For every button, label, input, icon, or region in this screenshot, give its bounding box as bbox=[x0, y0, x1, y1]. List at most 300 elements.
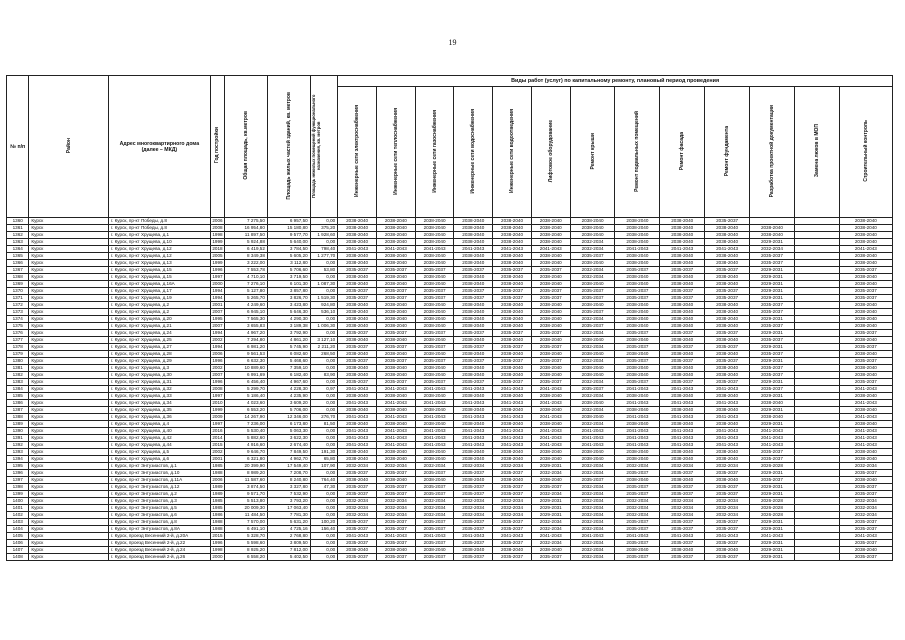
cell-work-period: 2035-2037 bbox=[570, 323, 615, 330]
cell-work-period: 2038-2040 bbox=[660, 323, 705, 330]
cell-work-period: 2038-2040 bbox=[454, 372, 493, 379]
cell-work-period: 2032-2034 bbox=[531, 526, 570, 533]
cell-address: г. Курск, пр-кт Хрущева, д.6 bbox=[108, 456, 210, 463]
cell-work-period bbox=[794, 442, 839, 449]
cell-work-period: 2038-2040 bbox=[493, 393, 532, 400]
cell-work-period: 2035-2037 bbox=[454, 295, 493, 302]
table-row bbox=[7, 218, 893, 225]
cell-work-period: 2035-2037 bbox=[750, 253, 795, 260]
cell-work-period: 2038-2040 bbox=[338, 407, 377, 414]
cell-rayon: Курск bbox=[29, 239, 109, 246]
cell-work-period: 2041-2043 bbox=[493, 400, 532, 407]
cell-work-period: 2038-2040 bbox=[454, 456, 493, 463]
header-total-area: Общая площадь, кв.метров bbox=[225, 76, 268, 218]
cell-work-period: 2038-2040 bbox=[615, 449, 660, 456]
cell-living-area: 6 101,30 bbox=[267, 281, 310, 288]
cell-work-period: 2038-2040 bbox=[839, 477, 892, 484]
cell-work-period: 2041-2043 bbox=[615, 435, 660, 442]
cell-work-period: 2038-2040 bbox=[415, 281, 454, 288]
cell-address: г. Курск, пр-кт Энтузиастов, д.6 bbox=[108, 512, 210, 519]
cell-work-period: 2038-2040 bbox=[570, 218, 615, 225]
cell-work-period: 2038-2040 bbox=[531, 253, 570, 260]
cell-address: г. Курск, пр-кт Хрущева, д.34 bbox=[108, 400, 210, 407]
table-row bbox=[7, 393, 893, 400]
cell-work-period bbox=[794, 491, 839, 498]
cell-work-period: 2035-2037 bbox=[493, 267, 532, 274]
cell-address: г. Курск, пр-кт Хрущева, д.31 bbox=[108, 379, 210, 386]
cell-year: 1986 bbox=[210, 512, 224, 519]
cell-year: 1997 bbox=[210, 274, 224, 281]
cell-work-period: 2038-2040 bbox=[454, 218, 493, 225]
cell-work-period: 2041-2043 bbox=[839, 442, 892, 449]
cell-work-period: 2038-2040 bbox=[705, 421, 750, 428]
cell-work-period: 2038-2040 bbox=[570, 351, 615, 358]
cell-address: г. Курск, пр-кт Хрущева, д.12 bbox=[108, 246, 210, 253]
cell-work-period: 2041-2043 bbox=[705, 428, 750, 435]
cell-work-period: 2035-2037 bbox=[493, 295, 532, 302]
cell-work-period: 2038-2040 bbox=[454, 225, 493, 232]
cell-year: 1988 bbox=[210, 470, 224, 477]
cell-work-period: 2035-2037 bbox=[493, 526, 532, 533]
cell-work-period: 2041-2043 bbox=[493, 246, 532, 253]
cell-rayon: Курск bbox=[29, 449, 109, 456]
cell-work-period: 2038-2040 bbox=[493, 239, 532, 246]
cell-address: г. Курск, пр-кт Хрущева, д.4 bbox=[108, 421, 210, 428]
cell-work-period: 2032-2034 bbox=[660, 498, 705, 505]
cell-year: 1985 bbox=[210, 463, 224, 470]
cell-living-area: 2 674,40 bbox=[267, 442, 310, 449]
cell-work-period: 2038-2040 bbox=[415, 309, 454, 316]
table-row bbox=[7, 281, 893, 288]
cell-living-area: 3 423,80 bbox=[267, 302, 310, 309]
cell-work-period: 2035-2037 bbox=[660, 519, 705, 526]
cell-work-period: 2035-2037 bbox=[531, 358, 570, 365]
cell-work-period: 2038-2040 bbox=[493, 316, 532, 323]
cell-work-period: 2032-2034 bbox=[570, 512, 615, 519]
cell-rayon: Курск bbox=[29, 533, 109, 540]
cell-rayon: Курск bbox=[29, 421, 109, 428]
cell-work-period: 2041-2043 bbox=[493, 428, 532, 435]
cell-address: г. Курск, пр-кт Хрущева, д.28 bbox=[108, 351, 210, 358]
cell-work-period: 2029-2031 bbox=[750, 540, 795, 547]
cell-work-period: 2035-2037 bbox=[750, 351, 795, 358]
cell-work-period: 2038-2040 bbox=[531, 323, 570, 330]
cell-work-period: 2032-2034 bbox=[415, 463, 454, 470]
cell-work-period: 2035-2037 bbox=[705, 526, 750, 533]
cell-work-period: 2038-2040 bbox=[660, 302, 705, 309]
cell-work-period: 2038-2040 bbox=[615, 456, 660, 463]
cell-work-period: 2038-2040 bbox=[415, 372, 454, 379]
cell-work-period: 2032-2034 bbox=[615, 512, 660, 519]
cell-work-period: 2038-2040 bbox=[376, 232, 415, 239]
cell-work-period: 2035-2037 bbox=[454, 484, 493, 491]
cell-work-period: 2029-2031 bbox=[750, 295, 795, 302]
cell-nonliving-area: 83,90 bbox=[310, 372, 338, 379]
cell-work-period: 2038-2040 bbox=[660, 337, 705, 344]
cell-work-period bbox=[794, 554, 839, 561]
cell-work-period bbox=[750, 218, 795, 225]
cell-work-period: 2038-2040 bbox=[705, 302, 750, 309]
cell-total-area: 7 236,00 bbox=[225, 421, 268, 428]
cell-work-period bbox=[794, 239, 839, 246]
cell-work-period: 2041-2043 bbox=[454, 414, 493, 421]
cell-row-number: 1375 bbox=[7, 323, 29, 330]
cell-work-period: 2041-2043 bbox=[750, 442, 795, 449]
cell-work-period bbox=[794, 351, 839, 358]
cell-total-area: 6 981,20 bbox=[225, 344, 268, 351]
cell-total-area: 7 275,50 bbox=[225, 218, 268, 225]
cell-work-period bbox=[794, 540, 839, 547]
cell-nonliving-area: 375,20 bbox=[310, 225, 338, 232]
cell-work-period bbox=[794, 470, 839, 477]
cell-living-area: 5 706,00 bbox=[267, 407, 310, 414]
cell-living-area: 3 189,38 bbox=[267, 323, 310, 330]
cell-work-period: 2038-2040 bbox=[615, 421, 660, 428]
cell-rayon: Курск bbox=[29, 309, 109, 316]
cell-work-period: 2035-2037 bbox=[615, 288, 660, 295]
cell-work-period: 2041-2043 bbox=[660, 428, 705, 435]
cell-work-period: 2035-2037 bbox=[750, 365, 795, 372]
cell-work-period: 2029-2031 bbox=[750, 393, 795, 400]
cell-work-period: 2041-2043 bbox=[660, 246, 705, 253]
cell-work-period: 2032-2034 bbox=[570, 505, 615, 512]
cell-work-period: 2035-2037 bbox=[531, 344, 570, 351]
cell-work-period: 2035-2037 bbox=[454, 344, 493, 351]
cell-work-period: 2038-2040 bbox=[454, 477, 493, 484]
cell-work-period: 2038-2040 bbox=[338, 281, 377, 288]
cell-work-period: 2038-2040 bbox=[493, 477, 532, 484]
cell-work-period: 2041-2043 bbox=[338, 533, 377, 540]
header-work-9: Ремонт фасада bbox=[660, 87, 705, 218]
cell-work-period: 2035-2037 bbox=[750, 309, 795, 316]
cell-work-period: 2038-2040 bbox=[660, 421, 705, 428]
cell-work-period: 2035-2037 bbox=[376, 540, 415, 547]
cell-work-period: 2038-2040 bbox=[750, 225, 795, 232]
cell-work-period: 2035-2037 bbox=[531, 379, 570, 386]
cell-work-period: 2041-2043 bbox=[415, 428, 454, 435]
cell-row-number: 1387 bbox=[7, 407, 29, 414]
cell-work-period: 2038-2040 bbox=[531, 260, 570, 267]
cell-work-period: 2038-2040 bbox=[570, 281, 615, 288]
cell-work-period: 2038-2040 bbox=[705, 547, 750, 554]
cell-row-number: 1379 bbox=[7, 351, 29, 358]
cell-work-period: 2041-2043 bbox=[493, 442, 532, 449]
cell-work-period: 2038-2040 bbox=[839, 260, 892, 267]
cell-living-area: 15 180,80 bbox=[267, 225, 310, 232]
cell-work-period: 2035-2037 bbox=[660, 330, 705, 337]
cell-work-period: 2041-2043 bbox=[839, 533, 892, 540]
cell-year: 1996 bbox=[210, 267, 224, 274]
cell-living-area: 5 745,90 bbox=[267, 344, 310, 351]
cell-work-period: 2038-2040 bbox=[570, 449, 615, 456]
cell-work-period: 2035-2037 bbox=[839, 288, 892, 295]
cell-work-period: 2038-2040 bbox=[493, 309, 532, 316]
cell-rayon: Курск bbox=[29, 274, 109, 281]
cell-year: 2014 bbox=[210, 435, 224, 442]
cell-rayon: Курск bbox=[29, 470, 109, 477]
cell-address: г. Курск, пр-кт Хрущева, д.19 bbox=[108, 295, 210, 302]
cell-work-period: 2035-2037 bbox=[376, 484, 415, 491]
cell-work-period bbox=[794, 274, 839, 281]
cell-work-period: 2038-2040 bbox=[705, 323, 750, 330]
cell-work-period: 2038-2040 bbox=[570, 337, 615, 344]
cell-row-number: 1368 bbox=[7, 274, 29, 281]
cell-living-area: 3 826,70 bbox=[267, 295, 310, 302]
cell-work-period: 2038-2040 bbox=[839, 253, 892, 260]
cell-work-period: 2035-2037 bbox=[376, 470, 415, 477]
cell-work-period: 2035-2037 bbox=[415, 470, 454, 477]
cell-work-period bbox=[794, 421, 839, 428]
cell-work-period: 2038-2040 bbox=[615, 337, 660, 344]
cell-work-period: 2041-2043 bbox=[415, 442, 454, 449]
cell-work-period: 2035-2037 bbox=[570, 288, 615, 295]
cell-work-period: 2032-2034 bbox=[376, 498, 415, 505]
cell-year: 1994 bbox=[210, 295, 224, 302]
cell-work-period: 2038-2040 bbox=[376, 393, 415, 400]
cell-nonliving-area: 0,00 bbox=[310, 239, 338, 246]
cell-row-number: 1388 bbox=[7, 414, 29, 421]
cell-row-number: 1367 bbox=[7, 267, 29, 274]
table-row bbox=[7, 554, 893, 561]
cell-work-period: 2035-2037 bbox=[839, 379, 892, 386]
cell-total-area: 5 882,60 bbox=[225, 435, 268, 442]
cell-work-period: 2035-2037 bbox=[493, 491, 532, 498]
table-row bbox=[7, 323, 893, 330]
cell-total-area: 5 924,88 bbox=[225, 239, 268, 246]
cell-work-period: 2041-2043 bbox=[570, 428, 615, 435]
table-row bbox=[7, 302, 893, 309]
cell-work-period: 2035-2037 bbox=[750, 456, 795, 463]
cell-work-period: 2029-2031 bbox=[750, 239, 795, 246]
cell-work-period: 2038-2040 bbox=[839, 302, 892, 309]
cell-work-period: 2038-2040 bbox=[660, 407, 705, 414]
table-row bbox=[7, 351, 893, 358]
cell-work-period: 2041-2043 bbox=[338, 386, 377, 393]
cell-total-area: 4 249,60 bbox=[225, 302, 268, 309]
cell-work-period: 2041-2043 bbox=[376, 386, 415, 393]
cell-work-period: 2038-2040 bbox=[493, 351, 532, 358]
cell-address: г. Курск, пр-кт Хрущева, д.32 bbox=[108, 386, 210, 393]
cell-work-period: 2038-2040 bbox=[415, 337, 454, 344]
cell-rayon: Курск bbox=[29, 365, 109, 372]
cell-total-area: 6 553,20 bbox=[225, 407, 268, 414]
cell-work-period: 2035-2037 bbox=[839, 540, 892, 547]
cell-work-period: 2032-2034 bbox=[705, 463, 750, 470]
cell-work-period: 2029-2031 bbox=[531, 512, 570, 519]
cell-work-period: 2041-2043 bbox=[454, 386, 493, 393]
cell-nonliving-area: 0,00 bbox=[310, 400, 338, 407]
cell-rayon: Курск bbox=[29, 351, 109, 358]
cell-work-period: 2038-2040 bbox=[615, 274, 660, 281]
cell-year: 2002 bbox=[210, 449, 224, 456]
cell-work-period: 2041-2043 bbox=[376, 533, 415, 540]
cell-address: г. Курск, пр-кт Победы, д.8 bbox=[108, 225, 210, 232]
cell-row-number: 1400 bbox=[7, 498, 29, 505]
cell-work-period: 2038-2040 bbox=[415, 365, 454, 372]
cell-total-area: 3 655,83 bbox=[225, 323, 268, 330]
table-row bbox=[7, 344, 893, 351]
cell-work-period: 2038-2040 bbox=[570, 302, 615, 309]
cell-work-period: 2038-2040 bbox=[493, 449, 532, 456]
cell-work-period: 2032-2034 bbox=[376, 505, 415, 512]
cell-work-period: 2038-2040 bbox=[705, 239, 750, 246]
cell-work-period: 2038-2040 bbox=[705, 316, 750, 323]
cell-work-period: 2029-2031 bbox=[750, 421, 795, 428]
cell-row-number: 1403 bbox=[7, 519, 29, 526]
cell-row-number: 1406 bbox=[7, 540, 29, 547]
cell-work-period: 2035-2037 bbox=[454, 330, 493, 337]
cell-work-period: 2035-2037 bbox=[750, 323, 795, 330]
cell-work-period: 2035-2037 bbox=[839, 358, 892, 365]
cell-work-period: 2038-2040 bbox=[660, 456, 705, 463]
cell-rayon: Курск bbox=[29, 302, 109, 309]
cell-work-period: 2035-2037 bbox=[338, 358, 377, 365]
cell-rayon: Курск bbox=[29, 337, 109, 344]
cell-row-number: 1396 bbox=[7, 470, 29, 477]
cell-work-period bbox=[794, 260, 839, 267]
cell-work-period: 2041-2043 bbox=[839, 400, 892, 407]
cell-row-number: 1390 bbox=[7, 428, 29, 435]
header-year: Год постройки bbox=[210, 76, 224, 218]
cell-living-area: 9 577,70 bbox=[267, 232, 310, 239]
cell-work-period: 2038-2040 bbox=[338, 309, 377, 316]
cell-work-period: 2038-2040 bbox=[493, 337, 532, 344]
cell-address: г. Курск, проезд Весенний 2-й, д.26 bbox=[108, 554, 210, 561]
cell-work-period: 2041-2043 bbox=[454, 533, 493, 540]
cell-rayon: Курск bbox=[29, 498, 109, 505]
cell-work-period: 2038-2040 bbox=[531, 274, 570, 281]
cell-work-period: 2038-2040 bbox=[454, 449, 493, 456]
cell-work-period: 2035-2037 bbox=[493, 358, 532, 365]
cell-row-number: 1363 bbox=[7, 239, 29, 246]
cell-work-period: 2026-2028 bbox=[750, 505, 795, 512]
cell-work-period: 2041-2043 bbox=[660, 442, 705, 449]
cell-work-period: 2038-2040 bbox=[376, 421, 415, 428]
cell-work-period: 2032-2034 bbox=[570, 393, 615, 400]
cell-rayon: Курск bbox=[29, 372, 109, 379]
cell-work-period: 2038-2040 bbox=[531, 407, 570, 414]
table-row bbox=[7, 288, 893, 295]
cell-work-period: 2041-2043 bbox=[839, 386, 892, 393]
cell-work-period: 2035-2037 bbox=[839, 344, 892, 351]
table-row bbox=[7, 421, 893, 428]
cell-work-period: 2041-2043 bbox=[493, 435, 532, 442]
cell-work-period: 2035-2037 bbox=[338, 330, 377, 337]
cell-nonliving-area: 0,00 bbox=[310, 428, 338, 435]
cell-total-area: 6 456,40 bbox=[225, 379, 268, 386]
cell-work-period: 2029-2031 bbox=[750, 274, 795, 281]
cell-work-period: 2035-2037 bbox=[376, 344, 415, 351]
cell-work-period: 2038-2040 bbox=[531, 302, 570, 309]
cell-row-number: 1401 bbox=[7, 505, 29, 512]
cell-total-area: 4 710,10 bbox=[225, 274, 268, 281]
cell-work-period: 2041-2043 bbox=[615, 386, 660, 393]
cell-rayon: Курск bbox=[29, 330, 109, 337]
cell-living-area: 3 792,90 bbox=[267, 330, 310, 337]
cell-address: г. Курск, пр-кт Энтузиастов, д.12 bbox=[108, 484, 210, 491]
cell-work-period: 2041-2043 bbox=[705, 246, 750, 253]
cell-work-period bbox=[794, 505, 839, 512]
cell-year: 2001 bbox=[210, 456, 224, 463]
cell-year: 1995 bbox=[210, 316, 224, 323]
cell-address: г. Курск, пр-кт Энтузиастов, д.8А bbox=[108, 526, 210, 533]
cell-work-period bbox=[794, 358, 839, 365]
cell-work-period: 2035-2037 bbox=[454, 358, 493, 365]
cell-living-area: 12 346,00 bbox=[267, 414, 310, 421]
cell-work-period: 2038-2040 bbox=[660, 274, 705, 281]
cell-work-period: 2038-2040 bbox=[615, 407, 660, 414]
cell-year: 1988 bbox=[210, 526, 224, 533]
cell-rayon: Курск bbox=[29, 435, 109, 442]
cell-work-period: 2029-2031 bbox=[750, 344, 795, 351]
cell-rayon: Курск bbox=[29, 218, 109, 225]
cell-year: 2008 bbox=[210, 386, 224, 393]
cell-work-period: 2038-2040 bbox=[531, 239, 570, 246]
cell-work-period: 2038-2040 bbox=[660, 309, 705, 316]
cell-work-period: 2038-2040 bbox=[570, 400, 615, 407]
cell-work-period: 2038-2040 bbox=[376, 337, 415, 344]
cell-work-period bbox=[794, 330, 839, 337]
table-row bbox=[7, 358, 893, 365]
cell-work-period: 2035-2037 bbox=[660, 526, 705, 533]
cell-total-area: 5 186,40 bbox=[225, 393, 268, 400]
cell-row-number: 1372 bbox=[7, 302, 29, 309]
cell-total-area: 6 491,10 bbox=[225, 526, 268, 533]
cell-work-period: 2041-2043 bbox=[415, 414, 454, 421]
cell-work-period: 2038-2040 bbox=[493, 260, 532, 267]
cell-work-period: 2038-2040 bbox=[415, 225, 454, 232]
cell-work-period: 2041-2043 bbox=[376, 435, 415, 442]
cell-year: 1996 bbox=[210, 358, 224, 365]
cell-work-period: 2035-2037 bbox=[415, 484, 454, 491]
cell-row-number: 1369 bbox=[7, 281, 29, 288]
cell-nonliving-area: 0,00 bbox=[310, 533, 338, 540]
cell-work-period: 2038-2040 bbox=[493, 547, 532, 554]
cell-work-period: 2035-2037 bbox=[338, 379, 377, 386]
cell-work-period: 2035-2037 bbox=[839, 267, 892, 274]
cell-nonliving-area: 0,00 bbox=[310, 288, 338, 295]
cell-address: г. Курск, пр-кт Хрущева, д.13 bbox=[108, 260, 210, 267]
cell-row-number: 1365 bbox=[7, 253, 29, 260]
cell-nonliving-area: 0,00 bbox=[310, 260, 338, 267]
cell-work-period: 2038-2040 bbox=[705, 260, 750, 267]
cell-work-period: 2038-2040 bbox=[570, 456, 615, 463]
cell-work-period: 2032-2034 bbox=[454, 505, 493, 512]
cell-work-period: 2032-2034 bbox=[660, 463, 705, 470]
cell-work-period: 2038-2040 bbox=[376, 477, 415, 484]
cell-year: 2000 bbox=[210, 281, 224, 288]
cell-work-period: 2038-2040 bbox=[376, 281, 415, 288]
cell-year: 2007 bbox=[210, 309, 224, 316]
cell-work-period: 2035-2037 bbox=[338, 267, 377, 274]
header-nonliving-area: Площадь нежилых помещений функционального назначения, кв. метров bbox=[310, 76, 338, 218]
cell-work-period: 2032-2034 bbox=[570, 239, 615, 246]
cell-rayon: Курск bbox=[29, 225, 109, 232]
cell-work-period: 2038-2040 bbox=[376, 260, 415, 267]
cell-row-number: 1373 bbox=[7, 309, 29, 316]
cell-work-period: 2035-2037 bbox=[660, 379, 705, 386]
cell-work-period: 2032-2034 bbox=[531, 519, 570, 526]
cell-work-period: 2032-2034 bbox=[660, 512, 705, 519]
cell-work-period: 2038-2040 bbox=[376, 309, 415, 316]
cell-row-number: 1362 bbox=[7, 232, 29, 239]
cell-work-period bbox=[794, 365, 839, 372]
cell-work-period: 2041-2043 bbox=[750, 435, 795, 442]
cell-work-period: 2035-2037 bbox=[660, 358, 705, 365]
table-row bbox=[7, 330, 893, 337]
cell-nonliving-area: 0,00 bbox=[310, 554, 338, 561]
cell-work-period: 2032-2034 bbox=[570, 484, 615, 491]
